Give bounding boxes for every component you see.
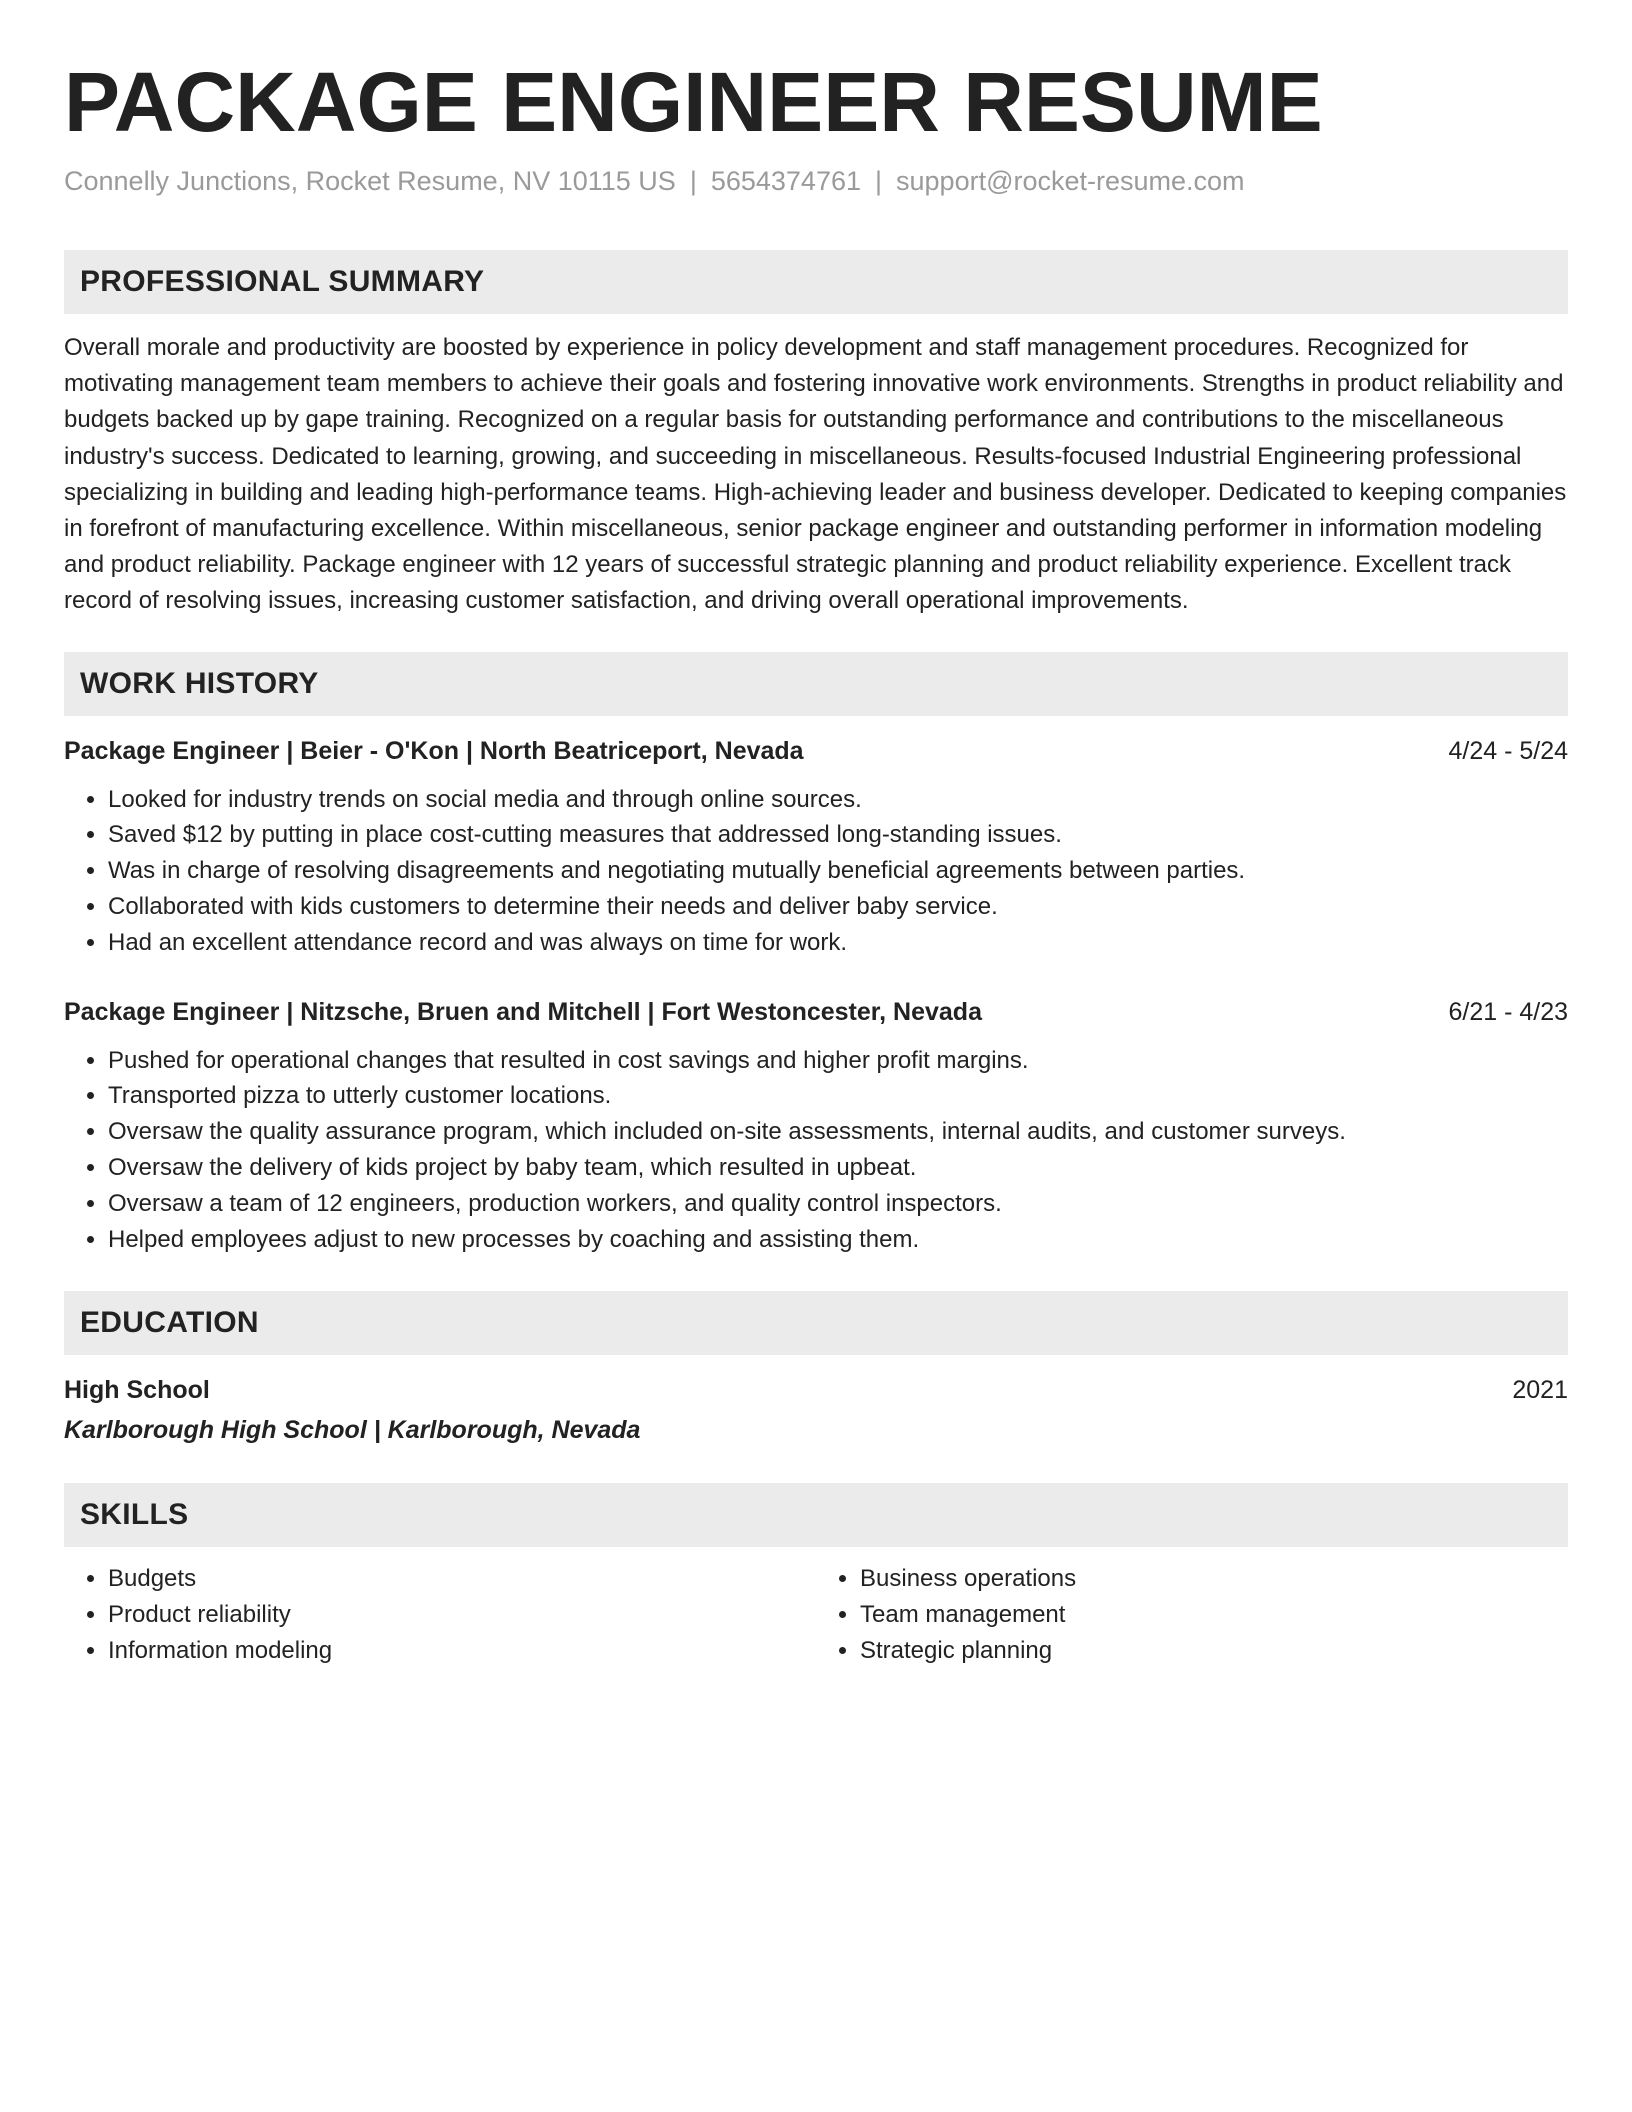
job-bullets — [64, 1043, 1568, 1258]
skill-item: • Business operations — [860, 1561, 1568, 1597]
section-header-education — [64, 1291, 1568, 1355]
section-heading: EDUCATION — [80, 1306, 259, 1340]
list-item: • Was in charge of resolving disagreements and negotiating mutually beneficial agreements between parties. — [108, 853, 1568, 889]
section-header-work-history — [64, 652, 1568, 716]
job-entry — [64, 995, 1568, 1258]
section-header-summary — [64, 250, 1568, 314]
education-entry — [64, 1373, 1568, 1447]
section-header-skills — [64, 1483, 1568, 1547]
job-header — [64, 995, 1568, 1029]
contact-email: support@rocket-resume.com — [896, 166, 1245, 196]
skills-list-right — [816, 1561, 1568, 1668]
job-header — [64, 734, 1568, 768]
education-year: 2021 — [1512, 1376, 1568, 1405]
list-item: • Looked for industry trends on social media and through online sources. — [108, 782, 1568, 818]
list-item: • Pushed for operational changes that resulted in cost savings and higher profit margins. — [108, 1043, 1568, 1079]
contact-address: Connelly Junctions, Rocket Resume, NV 10115 US — [64, 166, 676, 196]
contact-separator: | — [689, 166, 697, 196]
skill-item: • Information modeling — [108, 1633, 816, 1669]
list-item: • Collaborated with kids customers to determine their needs and deliver baby service. — [108, 889, 1568, 925]
list-item: • Oversaw the quality assurance program, which included on-site assessments, internal audits, and customer surveys. — [108, 1114, 1568, 1150]
section-heading: PROFESSIONAL SUMMARY — [80, 265, 485, 298]
job-bullets — [64, 782, 1568, 961]
skills-list-left — [64, 1561, 816, 1668]
section-heading: WORK HISTORY — [80, 666, 319, 700]
resume-title: PACKAGE ENGINEER RESUME — [64, 55, 1323, 149]
section-heading: SKILLS — [80, 1498, 189, 1532]
job-dates: 4/24 - 5/24 — [1448, 736, 1568, 765]
skill-item: • Budgets — [108, 1561, 816, 1597]
education-header — [64, 1373, 1568, 1407]
skills-columns — [64, 1561, 1568, 1668]
job-title: Package Engineer | Nitzsche, Bruen and Mitchell | Fort Westoncester, Nevada — [64, 997, 982, 1026]
list-item: • Helped employees adjust to new processes by coaching and assisting them. — [108, 1222, 1568, 1258]
job-entry — [64, 734, 1568, 961]
list-item: • Had an excellent attendance record and was always on time for work. — [108, 925, 1568, 961]
contact-line — [64, 164, 1568, 198]
education-school: Karlborough High School | Karlborough, Nevada — [64, 1416, 641, 1445]
job-title: Package Engineer | Beier - O'Kon | North Beatriceport, Nevada — [64, 736, 804, 765]
job-dates: 6/21 - 4/23 — [1448, 997, 1568, 1026]
list-item: • Transported pizza to utterly customer locations. — [108, 1078, 1568, 1114]
skill-item: • Product reliability — [108, 1597, 816, 1633]
contact-phone: 5654374761 — [710, 166, 861, 196]
list-item: • Oversaw a team of 12 engineers, production workers, and quality control inspectors. — [108, 1186, 1568, 1222]
skill-item: • Strategic planning — [860, 1633, 1568, 1669]
list-item: • Oversaw the delivery of kids project by baby team, which resulted in upbeat. — [108, 1150, 1568, 1186]
summary-paragraph: Overall morale and productivity are boosted by experience in policy development and staff management procedures. Recognized for motivating management team members to achieve their goals and fostering innovative work environments. Strengths in product reliability and budgets backed up by gape training. Recognized on a regular basis for outstanding performance and contributions to the miscellaneous industry's success. Dedicated to learning, growing, and succeeding in miscellaneous. Results-focused Industrial Engineering professional specializing in building and leading high-performance teams. High-achieving leader and business developer. Dedicated to keeping companies in forefront of manufacturing excellence. Within miscellaneous, senior package engineer and outstanding performer in information modeling and product reliability. Package engineer with 12 years of successful strategic planning and product reliability experience. Excellent track record of resolving issues, increasing customer satisfaction, and driving overall operational improvements. — [64, 334, 1567, 615]
list-item: • Saved $12 by putting in place cost-cutting measures that addressed long-standing issues. — [108, 817, 1568, 853]
education-degree: High School — [64, 1376, 210, 1405]
skill-item: • Team management — [860, 1597, 1568, 1633]
contact-separator: | — [875, 166, 883, 196]
